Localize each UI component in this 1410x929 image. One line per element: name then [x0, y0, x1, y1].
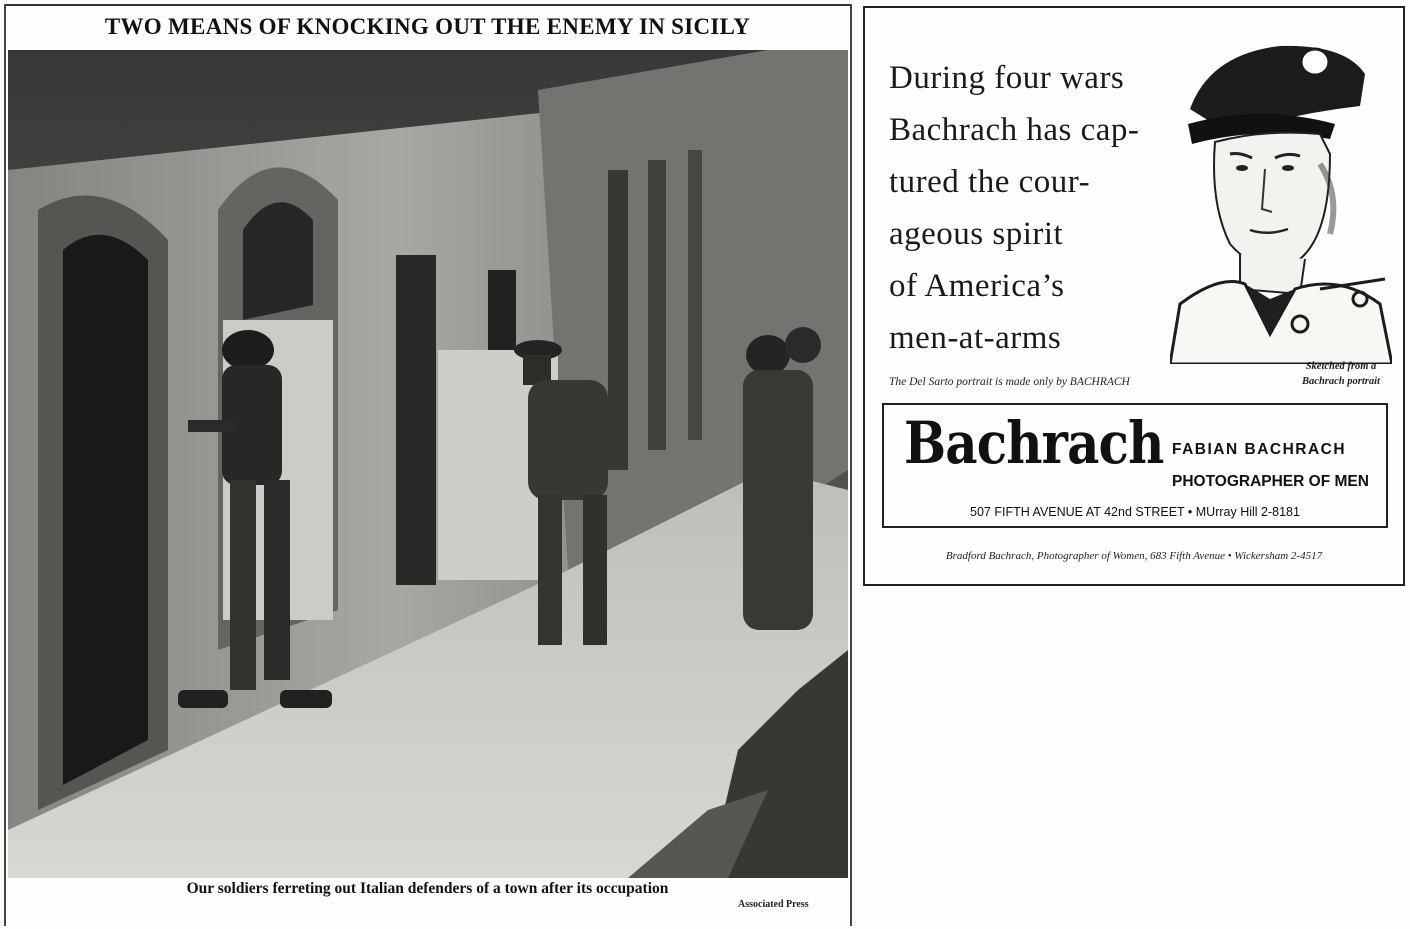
ad-headline-line: Bachrach has cap-	[889, 112, 1140, 148]
studio-address: 507 FIFTH AVENUE AT 42nd STREET • MUrray Hill 2-8181	[970, 505, 1300, 519]
bachrach-logo: Bachrach	[904, 409, 1164, 477]
sketch-note-line: Bachrach portrait	[1302, 376, 1380, 387]
bachrach-advertisement	[863, 6, 1405, 586]
sketch-note-line: Sketched from a	[1305, 361, 1377, 372]
clipping-headline: TWO MEANS OF KNOCKING OUT THE ENEMY IN SICILY	[104, 14, 751, 39]
bradford-bachrach-footer: Bradford Bachrach, Photographer of Women, 683 Fifth Avenue • Wickersham 2-4517	[945, 550, 1323, 562]
photographer-of-men-label: PHOTOGRAPHER OF MEN	[1172, 473, 1369, 490]
ad-headline-line: of America’s	[889, 268, 1065, 304]
photo-credit: Associated Press	[738, 899, 809, 910]
ad-headline	[889, 52, 1189, 364]
fabian-bachrach-label: FABIAN BACHRACH	[1172, 441, 1347, 458]
clipping-border-top	[4, 4, 852, 6]
officer-portrait-sketch	[1170, 34, 1392, 364]
del-sarto-note: The Del Sarto portrait is made only by BACHRACH	[889, 376, 1130, 388]
ad-headline-line: tured the cour-	[889, 164, 1091, 200]
ad-headline-line: ageous spirit	[889, 216, 1064, 252]
clipping-border-left	[4, 4, 6, 926]
ad-headline-line: men-at-arms	[889, 320, 1062, 356]
soldiers-in-street-photo	[8, 50, 848, 878]
studio-info-box	[882, 403, 1388, 528]
ad-headline-line: During four wars	[889, 60, 1125, 96]
photo-caption: Our soldiers ferreting out Italian defenders of a town after its occupation	[186, 880, 669, 897]
clipping-border-right	[850, 4, 852, 926]
sketch-note	[1291, 359, 1391, 389]
